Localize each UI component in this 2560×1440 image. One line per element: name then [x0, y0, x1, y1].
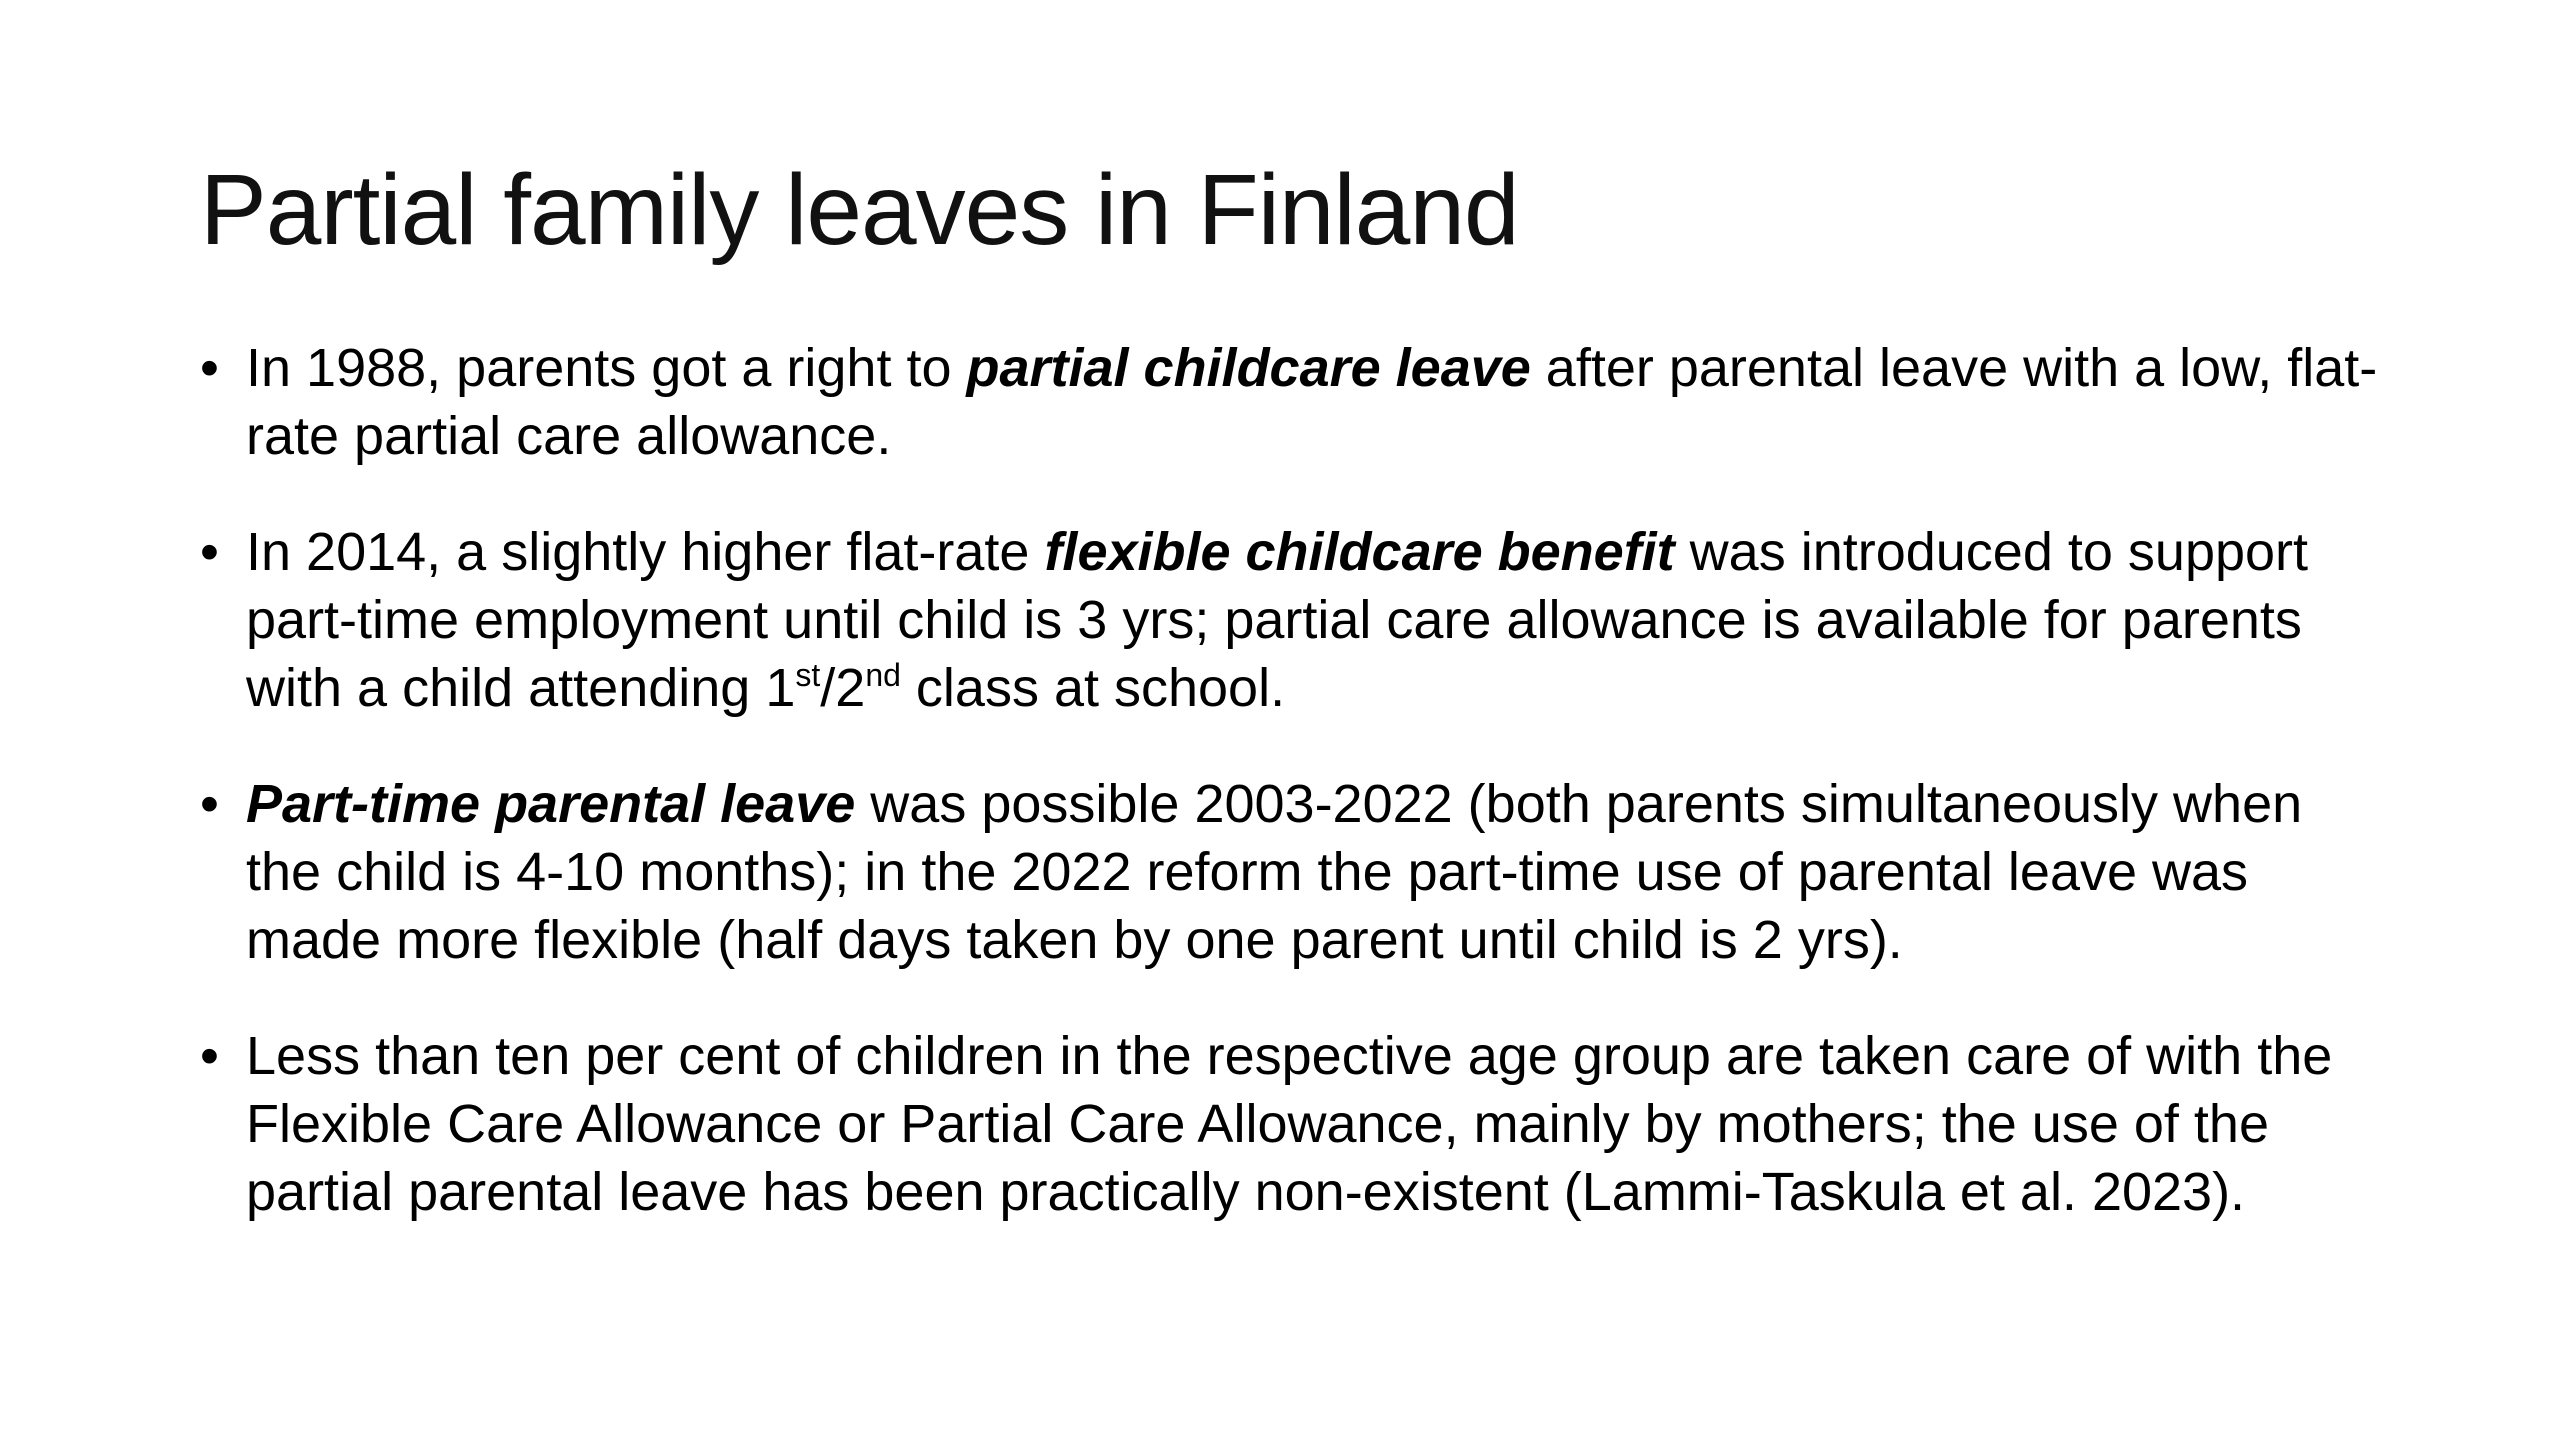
bullet-text: was possible 2003-2022 (both parents simultaneously when the child is 4-10 months); in the 2022 reform the part-time use of parental leave was made more flexible (half days taken by one parent until child is 2 yrs).: [246, 774, 2303, 970]
bullet-list: [200, 334, 2380, 1274]
bullet-text: class at school.: [900, 658, 1286, 718]
bullet-item: [200, 518, 2380, 722]
ordinal-suffix: st: [795, 657, 821, 693]
bullet-text: In 1988, parents got a right to: [246, 338, 967, 398]
emphasis-term: flexible childcare benefit: [1044, 522, 1675, 582]
bullet-item: [200, 1022, 2380, 1226]
slide-title: Partial family leaves in Finland: [200, 154, 1519, 266]
bullet-marker: [200, 770, 246, 838]
emphasis-term: partial childcare leave: [966, 338, 1531, 398]
bullet-text: In 2014, a slightly higher flat-rate: [246, 522, 1045, 582]
bullet-text: after parental leave with a low, flat-rate partial care allowance.: [246, 338, 2378, 466]
bullet-marker: [200, 518, 246, 586]
ordinal-suffix: nd: [865, 657, 901, 693]
bullet-item: [200, 770, 2380, 974]
bullet-text: was introduced to support part-time employment until child is 3 yrs; partial care allowance is available for parents with a child attending 1: [246, 522, 2309, 718]
bullet-text: /2: [820, 658, 866, 718]
bullet-item: [200, 334, 2380, 470]
bullet-marker: [200, 1022, 246, 1090]
emphasis-term: Part-time parental leave: [246, 774, 856, 834]
bullet-text: Less than ten per cent of children in the respective age group are taken care of with the Flexible Care Allowance or Partial Care Allowance, mainly by mothers; the use of the partial parental leave has been practically non-existent (Lammi-Taskula et al. 2023).: [246, 1026, 2333, 1222]
bullet-marker: [200, 334, 246, 402]
